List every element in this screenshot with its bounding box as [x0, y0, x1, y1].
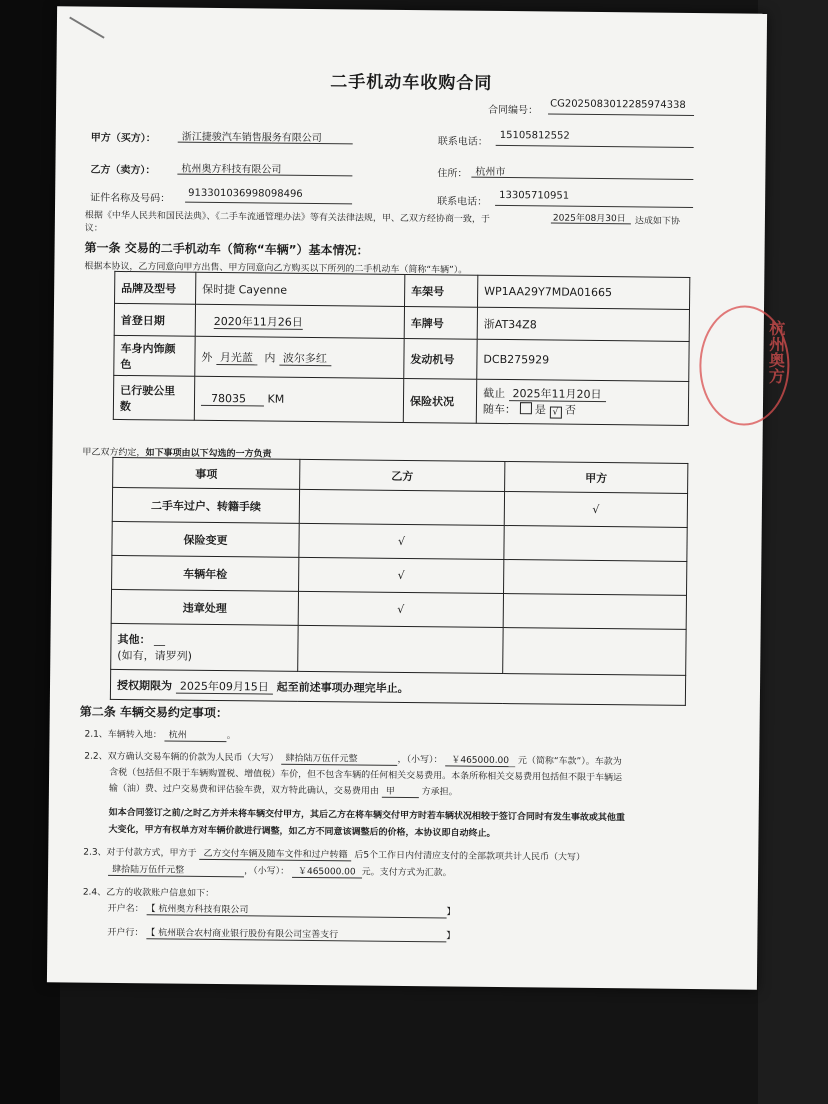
auth-suffix: 起至前述事项办理完毕止。: [276, 680, 409, 695]
party-b-label: 乙方（卖方）：: [90, 164, 156, 177]
engine-value: DCB275929: [477, 339, 689, 381]
clause-2-3-upper: 肆拾陆万伍仟元整: [108, 865, 244, 877]
insurance-prefix: 截止: [483, 386, 506, 401]
cert-label: 证件名称及号码：: [90, 192, 171, 205]
plate-value: 浙AT34Z8: [477, 307, 689, 341]
clause-2-2-payer: 甲: [382, 787, 419, 798]
clause-2-3-label: 2.3、对于付款方式，甲方于: [83, 847, 197, 859]
duty-header-item: 事项: [113, 457, 300, 489]
clause-2-2-amount: ￥465000.00: [445, 755, 515, 767]
duty-row-a-check: √: [504, 492, 687, 528]
clause-2-2-label: 2.2、双方确认交易车辆的价款为人民币（大写）: [84, 751, 279, 764]
mileage-label-line1: 已行驶公里: [120, 383, 176, 398]
phone-label-a: 联系电话：: [437, 136, 488, 148]
article1-title: 第一条 交易的二手机动车（简称“车辆”）基本情况：: [84, 240, 369, 258]
duty-row-a-check: [504, 526, 687, 562]
contract-paper: [47, 6, 786, 989]
background-right: [758, 0, 828, 1104]
duty-other-cell: [111, 623, 298, 671]
duty-other-blank: __: [153, 632, 166, 646]
duty-table: [110, 457, 689, 706]
address: 杭州市: [475, 166, 506, 179]
address-label: 住所：: [437, 168, 468, 180]
insurance-date: 2025年11月20日: [509, 387, 606, 402]
clause-2-3-condition: 乙方交付车辆及随车文件和过户转籍: [199, 849, 351, 862]
clause-2-4-label: 2.4、乙方的收款账户信息如下：: [82, 887, 215, 900]
color-cell: [195, 336, 404, 378]
clause-2-2-line2: 含税（包括但不限于车辆购置税、增值税）车价，但不包含车辆的任何相关交易费用。本条所称相关交易费用包括但不限于车辆运: [109, 767, 623, 784]
document-title: 二手机动车收购合同: [330, 72, 493, 94]
duty-row-item: 二手车过户、转籍手续: [112, 487, 299, 523]
duty-row-item: 违章处理: [111, 589, 298, 625]
clause-2-1-label: 2.1、车辆转入地：: [84, 729, 162, 741]
reg-date-cell: [195, 304, 404, 338]
yes-label: 是: [534, 403, 546, 417]
clause-2-3-end: 元。支付方式为汇款。: [361, 867, 452, 879]
duty-other-note: (如有，请罗列): [117, 648, 192, 663]
intro-text-2: 达成如下协: [634, 216, 680, 227]
clause-2-3-small-label: ，（小写）：: [244, 866, 290, 877]
duty-other-a: [503, 628, 686, 676]
phone-a: 15105812552: [499, 129, 570, 142]
phone-label-b: 联系电话：: [437, 196, 488, 208]
insurance-label: 保险状况: [403, 378, 476, 423]
int-prefix: 内: [264, 351, 276, 365]
clause-2-2-line1: [84, 749, 622, 768]
no-checkbox: √: [549, 406, 561, 418]
color-label-line2: 色: [120, 357, 132, 371]
engine-label: 发动机号: [404, 338, 477, 379]
duty-other-label: 其他：: [117, 632, 151, 646]
clause-2-2-upper: 肆拾陆万伍仟元整: [281, 754, 397, 766]
brand-value: 保时捷 Cayenne: [196, 272, 405, 306]
vehicle-info-table: [113, 271, 691, 426]
color-label-line1: 车身内饰颜: [120, 341, 176, 356]
clause-2-2-line3a: 输（油）费、过户交易费和评估验车费，双方特此确认，交易费用由: [108, 783, 379, 797]
clause-2-1: [84, 727, 235, 742]
staple-mark: [69, 17, 104, 39]
clause-2-3-line1: [83, 845, 585, 863]
article2-title: 第二条 车辆交易约定事项：: [79, 704, 228, 721]
duty-row-b-check: √: [299, 557, 504, 593]
duty-row-b-check: √: [299, 523, 504, 559]
mileage-unit: KM: [267, 392, 285, 406]
clause-2-2-end: 元（简称“车款”）。车款为: [517, 756, 622, 768]
duty-header-b: 乙方: [300, 459, 505, 491]
clause-2-3-amount: ￥465000.00: [292, 867, 362, 879]
clause-2-2-line3b: 方承担。: [421, 787, 458, 798]
no-label: 否: [564, 403, 576, 417]
duty-row-b-check: [299, 489, 504, 525]
insurance-cell: [476, 379, 688, 425]
duty-intro-1: 甲乙双方约定，: [82, 447, 146, 459]
auth-period-cell: [110, 669, 685, 705]
duty-intro-2: 如下事项由以下勾选的一方负责: [145, 448, 272, 460]
ext-prefix: 外: [201, 350, 213, 364]
mileage-label-cell: [113, 375, 194, 420]
bold-clause-line2: 大变化，甲方有权单方对车辆价款进行调整，如乙方不同意该调整后的价格，本协议即自动终止。: [108, 824, 496, 839]
bank-label: 开户行：: [107, 927, 144, 939]
reg-date-label: 首登日期: [114, 303, 195, 336]
plate-label: 车牌号: [404, 306, 477, 339]
vin-value: WP1AA29Y7MDA01665: [478, 275, 690, 309]
clause-2-1-value: 杭州: [165, 730, 227, 742]
mileage-value: 78035: [201, 392, 264, 407]
with-car-label: 随车：: [482, 402, 516, 417]
cert-no: 913301036998098496: [188, 187, 303, 200]
auth-prefix: 授权期限为: [116, 678, 173, 693]
yes-checkbox: [519, 402, 531, 414]
company-seal: 杭州奥方: [699, 305, 790, 426]
intro-date: 2025年08月30日: [552, 213, 626, 225]
duty-row-a-check: [503, 594, 686, 630]
clause-2-2-small-label: ，（小写）：: [397, 754, 443, 766]
duty-row-b-check: √: [298, 591, 503, 627]
contract-no: CG2025083012285974338: [550, 98, 686, 111]
intro-text-3: 议：: [84, 223, 103, 234]
mileage-label-line2: 数: [119, 399, 132, 413]
duty-header-a: 甲方: [505, 462, 688, 494]
account-name: 【 杭州奥方科技有限公司: [147, 901, 447, 918]
mileage-cell: [194, 376, 403, 422]
color-label-cell: [114, 335, 195, 376]
brand-label: 品牌及型号: [115, 271, 196, 304]
duty-row-a-check: [504, 560, 687, 596]
int-color: 波尔多红: [279, 351, 331, 366]
ext-color: 月光蓝: [216, 350, 257, 364]
bank-name: 【 杭州联合农村商业银行股份有限公司宝善支行: [146, 925, 446, 942]
contract-no-label: 合同编号：: [488, 104, 539, 117]
auth-date: 2025年09月15日: [176, 679, 273, 694]
party-b: 杭州奥方科技有限公司: [181, 163, 282, 176]
duty-row-item: 保险变更: [112, 521, 299, 557]
clause-2-2-line3: [109, 781, 458, 798]
clause-2-3-line2: [108, 862, 452, 879]
account-name-label: 开户名：: [107, 903, 144, 915]
clause-2-1-end: 。: [226, 731, 236, 742]
duty-row-item: 车辆年检: [112, 555, 299, 591]
party-a-label: 甲方（买方）：: [90, 132, 156, 145]
party-a: 浙江捷骏汽车销售服务有限公司: [181, 131, 322, 145]
duty-other-b: [298, 625, 503, 673]
vin-label: 车架号: [405, 274, 478, 307]
bank-row: 开户行： 【 杭州联合农村商业银行股份有限公司宝善支行 】: [107, 925, 455, 943]
clause-2-3-text: 后5个工作日内付清应支付的全部款项共计人民币（大写）: [354, 850, 586, 863]
phone-b: 13305710951: [499, 189, 570, 202]
bold-clause-line1: 如本合同签订之前/之时乙方并未将车辆交付甲方，其后乙方在将车辆交付甲方时若车辆状况相较于签订合同时有发生事故或其他重: [108, 807, 626, 824]
intro-text-1: 根据《中华人民共和国民法典》、《二手车流通管理办法》等有关法律法规，甲、乙双方经协商一致，于: [84, 210, 490, 225]
reg-date-value: 2020年11月26日: [213, 314, 303, 329]
account-name-row: 开户名： 【 杭州奥方科技有限公司 】: [108, 901, 456, 919]
article1-subtitle: 根据本协议，乙方同意向甲方出售、甲方同意向乙方购买以下所列的二手机动车（简称“车辆”）。: [84, 261, 468, 276]
